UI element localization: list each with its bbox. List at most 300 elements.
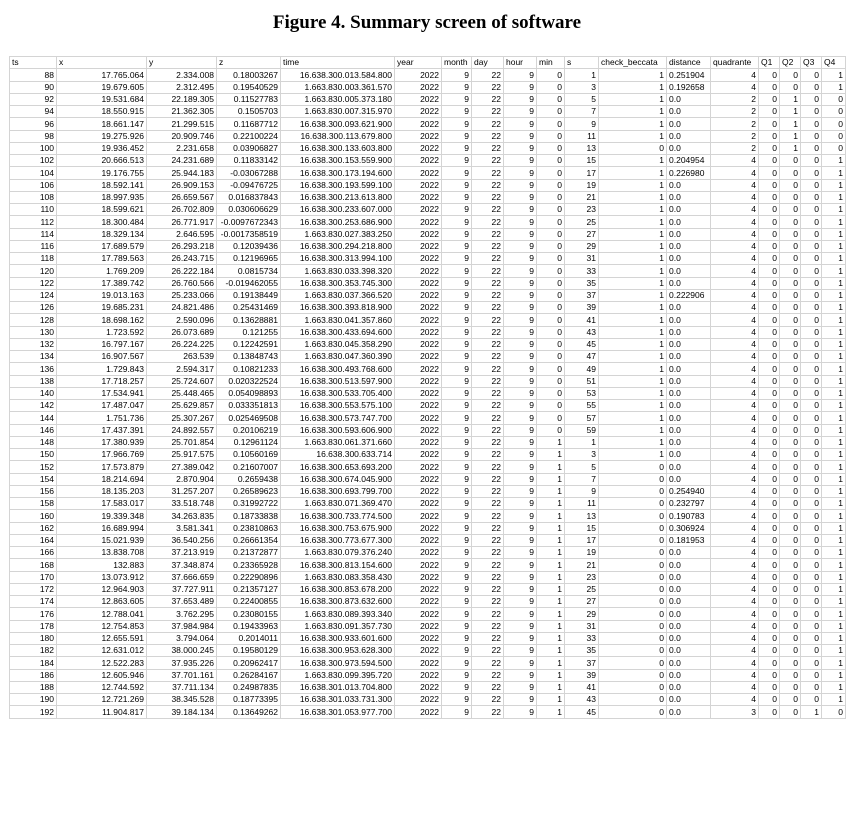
column-header-time: time: [281, 57, 395, 69]
cell-day: 22: [472, 179, 504, 191]
cell-distance: 0.222906: [667, 289, 711, 301]
cell-month: 9: [442, 302, 472, 314]
cell-ts: 160: [10, 510, 57, 522]
column-header-year: year: [395, 57, 442, 69]
cell-month: 9: [442, 645, 472, 657]
cell-time: 16.638.300.133.603.800: [281, 142, 395, 154]
table-row: [10, 485, 846, 497]
cell-q1: 0: [759, 424, 780, 436]
cell-time: 1.663.830.027.383.250: [281, 228, 395, 240]
cell-z: 0.10821233: [217, 363, 281, 375]
cell-z: -0.0017358519: [217, 228, 281, 240]
cell-ts: 122: [10, 277, 57, 289]
cell-s: 3: [565, 81, 599, 93]
cell-year: 2022: [395, 461, 442, 473]
cell-quadrante: 4: [711, 302, 759, 314]
cell-z: 0.19580129: [217, 645, 281, 657]
cell-hour: 9: [504, 363, 537, 375]
cell-ts: 130: [10, 326, 57, 338]
cell-y: 25.944.183: [147, 167, 217, 179]
cell-distance: 0.0: [667, 204, 711, 216]
cell-hour: 9: [504, 571, 537, 583]
cell-s: 47: [565, 351, 599, 363]
cell-month: 9: [442, 571, 472, 583]
cell-quadrante: 2: [711, 93, 759, 105]
cell-min: 1: [537, 473, 565, 485]
cell-quadrante: 4: [711, 620, 759, 632]
cell-year: 2022: [395, 706, 442, 718]
cell-distance: 0.0: [667, 142, 711, 154]
cell-check-beccata: 0: [599, 534, 667, 546]
cell-time: 16.638.300.653.693.200: [281, 461, 395, 473]
cell-x: 19.339.348: [57, 510, 147, 522]
column-header-ts: ts: [10, 57, 57, 69]
cell-check-beccata: 1: [599, 106, 667, 118]
cell-distance: 0.0: [667, 645, 711, 657]
cell-x: 12.605.946: [57, 669, 147, 681]
cell-y: 37.213.919: [147, 547, 217, 559]
cell-z: 0.19540529: [217, 81, 281, 93]
cell-year: 2022: [395, 216, 442, 228]
cell-s: 5: [565, 461, 599, 473]
cell-hour: 9: [504, 204, 537, 216]
cell-q2: 0: [780, 191, 801, 203]
cell-time: 1.663.830.005.373.180: [281, 93, 395, 105]
cell-distance: 0.0: [667, 277, 711, 289]
cell-day: 22: [472, 559, 504, 571]
cell-min: 0: [537, 228, 565, 240]
cell-year: 2022: [395, 118, 442, 130]
cell-distance: 0.0: [667, 191, 711, 203]
cell-hour: 9: [504, 326, 537, 338]
cell-q3: 0: [801, 547, 822, 559]
cell-ts: 138: [10, 375, 57, 387]
cell-check-beccata: 1: [599, 204, 667, 216]
cell-q2: 0: [780, 559, 801, 571]
cell-q2: 1: [780, 142, 801, 154]
cell-q2: 0: [780, 400, 801, 412]
cell-q3: 0: [801, 461, 822, 473]
cell-ts: 120: [10, 265, 57, 277]
cell-time: 16.638.300.733.774.500: [281, 510, 395, 522]
table-row: [10, 461, 846, 473]
cell-s: 59: [565, 424, 599, 436]
cell-s: 5: [565, 93, 599, 105]
cell-quadrante: 4: [711, 81, 759, 93]
cell-time: 1.663.830.079.376.240: [281, 547, 395, 559]
cell-q4: 1: [822, 461, 846, 473]
cell-day: 22: [472, 289, 504, 301]
cell-check-beccata: 1: [599, 326, 667, 338]
cell-distance: 0.0: [667, 351, 711, 363]
cell-day: 22: [472, 338, 504, 350]
cell-q4: 0: [822, 130, 846, 142]
cell-check-beccata: 1: [599, 400, 667, 412]
cell-distance: 0.204954: [667, 155, 711, 167]
figure-caption: Figure 4. Summary screen of software: [272, 12, 582, 33]
cell-ts: 126: [10, 302, 57, 314]
cell-x: 16.797.167: [57, 338, 147, 350]
cell-z: 0.12961124: [217, 436, 281, 448]
cell-q4: 1: [822, 155, 846, 167]
cell-min: 1: [537, 522, 565, 534]
cell-q1: 0: [759, 93, 780, 105]
cell-x: 19.176.755: [57, 167, 147, 179]
table-row: [10, 69, 846, 81]
cell-check-beccata: 1: [599, 69, 667, 81]
table-row: [10, 583, 846, 595]
cell-q4: 1: [822, 473, 846, 485]
cell-time: 16.638.300.973.594.500: [281, 657, 395, 669]
cell-hour: 9: [504, 228, 537, 240]
cell-month: 9: [442, 461, 472, 473]
cell-z: 0.020322524: [217, 375, 281, 387]
cell-y: 3.762.295: [147, 608, 217, 620]
cell-q3: 0: [801, 534, 822, 546]
cell-y: 26.224.225: [147, 338, 217, 350]
cell-quadrante: 2: [711, 130, 759, 142]
table-row: [10, 81, 846, 93]
cell-month: 9: [442, 204, 472, 216]
cell-quadrante: 4: [711, 351, 759, 363]
table-row: [10, 204, 846, 216]
cell-q1: 0: [759, 216, 780, 228]
cell-time: 16.638.300.493.768.600: [281, 363, 395, 375]
cell-time: 16.638.300.193.599.100: [281, 179, 395, 191]
cell-x: 16.907.567: [57, 351, 147, 363]
cell-day: 22: [472, 669, 504, 681]
cell-q2: 0: [780, 657, 801, 669]
cell-check-beccata: 1: [599, 277, 667, 289]
cell-z: 0.20962417: [217, 657, 281, 669]
cell-q2: 0: [780, 302, 801, 314]
cell-s: 35: [565, 645, 599, 657]
table-row: [10, 681, 846, 693]
cell-day: 22: [472, 216, 504, 228]
table-row: [10, 289, 846, 301]
cell-q2: 0: [780, 461, 801, 473]
cell-check-beccata: 0: [599, 461, 667, 473]
cell-min: 0: [537, 142, 565, 154]
cell-check-beccata: 0: [599, 620, 667, 632]
cell-quadrante: 3: [711, 706, 759, 718]
cell-day: 22: [472, 204, 504, 216]
cell-y: 2.646.595: [147, 228, 217, 240]
cell-y: 37.653.489: [147, 596, 217, 608]
cell-q2: 0: [780, 485, 801, 497]
cell-distance: 0.0: [667, 473, 711, 485]
cell-quadrante: 2: [711, 142, 759, 154]
cell-day: 22: [472, 400, 504, 412]
table-row: [10, 118, 846, 130]
cell-min: 0: [537, 130, 565, 142]
table-row: [10, 473, 846, 485]
cell-min: 1: [537, 583, 565, 595]
cell-hour: 9: [504, 510, 537, 522]
cell-check-beccata: 0: [599, 485, 667, 497]
cell-z: 0.2659438: [217, 473, 281, 485]
table-row: [10, 412, 846, 424]
cell-min: 1: [537, 571, 565, 583]
cell-time: 1.663.830.037.366.520: [281, 289, 395, 301]
cell-min: 1: [537, 510, 565, 522]
cell-min: 0: [537, 253, 565, 265]
cell-s: 13: [565, 510, 599, 522]
cell-ts: 90: [10, 81, 57, 93]
cell-min: 0: [537, 204, 565, 216]
cell-q4: 1: [822, 400, 846, 412]
cell-q2: 0: [780, 412, 801, 424]
cell-month: 9: [442, 338, 472, 350]
cell-day: 22: [472, 510, 504, 522]
cell-month: 9: [442, 277, 472, 289]
cell-month: 9: [442, 657, 472, 669]
cell-q2: 0: [780, 228, 801, 240]
cell-q2: 0: [780, 155, 801, 167]
cell-time: 16.638.300.753.675.900: [281, 522, 395, 534]
cell-check-beccata: 0: [599, 694, 667, 706]
cell-min: 1: [537, 608, 565, 620]
cell-q2: 0: [780, 534, 801, 546]
cell-q1: 0: [759, 608, 780, 620]
cell-day: 22: [472, 571, 504, 583]
cell-min: 1: [537, 694, 565, 706]
cell-quadrante: 4: [711, 375, 759, 387]
cell-q2: 1: [780, 93, 801, 105]
cell-day: 22: [472, 706, 504, 718]
cell-x: 18.300.484: [57, 216, 147, 228]
table-row: [10, 449, 846, 461]
cell-q1: 0: [759, 240, 780, 252]
cell-x: 17.765.064: [57, 69, 147, 81]
cell-min: 0: [537, 338, 565, 350]
cell-check-beccata: 1: [599, 338, 667, 350]
cell-year: 2022: [395, 130, 442, 142]
table-row: [10, 351, 846, 363]
cell-month: 9: [442, 669, 472, 681]
cell-ts: 182: [10, 645, 57, 657]
cell-min: 0: [537, 302, 565, 314]
cell-s: 27: [565, 596, 599, 608]
cell-year: 2022: [395, 375, 442, 387]
cell-day: 22: [472, 424, 504, 436]
cell-time: 16.638.300.573.747.700: [281, 412, 395, 424]
cell-time: 16.638.301.053.977.700: [281, 706, 395, 718]
cell-q3: 0: [801, 571, 822, 583]
cell-hour: 9: [504, 314, 537, 326]
cell-year: 2022: [395, 106, 442, 118]
cell-month: 9: [442, 228, 472, 240]
cell-x: 13.073.912: [57, 571, 147, 583]
data-table: [9, 56, 846, 719]
cell-distance: 0.0: [667, 338, 711, 350]
cell-y: 2.870.904: [147, 473, 217, 485]
cell-check-beccata: 0: [599, 547, 667, 559]
table-row: [10, 596, 846, 608]
cell-q1: 0: [759, 338, 780, 350]
cell-q4: 0: [822, 118, 846, 130]
cell-year: 2022: [395, 253, 442, 265]
cell-q2: 0: [780, 277, 801, 289]
cell-day: 22: [472, 351, 504, 363]
cell-q2: 0: [780, 240, 801, 252]
cell-year: 2022: [395, 314, 442, 326]
cell-quadrante: 4: [711, 289, 759, 301]
cell-q1: 0: [759, 302, 780, 314]
cell-month: 9: [442, 694, 472, 706]
cell-q4: 1: [822, 167, 846, 179]
cell-q4: 1: [822, 69, 846, 81]
table-row: [10, 436, 846, 448]
cell-min: 0: [537, 216, 565, 228]
cell-time: 16.638.300.153.559.900: [281, 155, 395, 167]
cell-check-beccata: 1: [599, 240, 667, 252]
cell-check-beccata: 1: [599, 130, 667, 142]
cell-q3: 1: [801, 706, 822, 718]
cell-x: 13.838.708: [57, 547, 147, 559]
cell-time: 16.638.300.853.678.200: [281, 583, 395, 595]
cell-q4: 1: [822, 669, 846, 681]
cell-z: 0.13649262: [217, 706, 281, 718]
cell-q4: 1: [822, 228, 846, 240]
cell-month: 9: [442, 632, 472, 644]
cell-s: 57: [565, 412, 599, 424]
table-row: [10, 191, 846, 203]
cell-quadrante: 4: [711, 179, 759, 191]
cell-q2: 0: [780, 69, 801, 81]
cell-q3: 0: [801, 155, 822, 167]
cell-ts: 114: [10, 228, 57, 240]
cell-s: 31: [565, 253, 599, 265]
cell-hour: 9: [504, 669, 537, 681]
cell-distance: 0.181953: [667, 534, 711, 546]
table-row: [10, 522, 846, 534]
cell-q1: 0: [759, 363, 780, 375]
cell-x: 132.883: [57, 559, 147, 571]
cell-quadrante: 4: [711, 424, 759, 436]
cell-q1: 0: [759, 522, 780, 534]
cell-time: 1.663.830.089.393.340: [281, 608, 395, 620]
cell-q2: 0: [780, 387, 801, 399]
cell-time: 16.638.300.533.705.400: [281, 387, 395, 399]
cell-check-beccata: 1: [599, 412, 667, 424]
cell-year: 2022: [395, 632, 442, 644]
cell-time: 16.638.300.013.584.800: [281, 69, 395, 81]
cell-hour: 9: [504, 253, 537, 265]
cell-q3: 0: [801, 400, 822, 412]
cell-month: 9: [442, 510, 472, 522]
cell-x: 17.437.391: [57, 424, 147, 436]
cell-q2: 0: [780, 510, 801, 522]
cell-x: 17.573.879: [57, 461, 147, 473]
cell-s: 7: [565, 473, 599, 485]
cell-s: 25: [565, 216, 599, 228]
cell-day: 22: [472, 167, 504, 179]
cell-ts: 124: [10, 289, 57, 301]
cell-month: 9: [442, 167, 472, 179]
cell-check-beccata: 0: [599, 522, 667, 534]
cell-month: 9: [442, 608, 472, 620]
cell-y: 39.184.134: [147, 706, 217, 718]
cell-quadrante: 4: [711, 498, 759, 510]
table-row: [10, 363, 846, 375]
cell-quadrante: 4: [711, 314, 759, 326]
cell-q2: 1: [780, 106, 801, 118]
cell-z: 0.10560169: [217, 449, 281, 461]
cell-s: 21: [565, 559, 599, 571]
cell-z: 0.18733838: [217, 510, 281, 522]
cell-distance: 0.0: [667, 669, 711, 681]
cell-quadrante: 4: [711, 681, 759, 693]
cell-quadrante: 4: [711, 265, 759, 277]
cell-day: 22: [472, 681, 504, 693]
cell-ts: 112: [10, 216, 57, 228]
cell-distance: 0.0: [667, 449, 711, 461]
cell-q2: 1: [780, 130, 801, 142]
cell-month: 9: [442, 118, 472, 130]
cell-y: 36.540.256: [147, 534, 217, 546]
cell-quadrante: 4: [711, 228, 759, 240]
cell-month: 9: [442, 559, 472, 571]
cell-ts: 166: [10, 547, 57, 559]
cell-quadrante: 4: [711, 167, 759, 179]
cell-q4: 1: [822, 449, 846, 461]
cell-q1: 0: [759, 596, 780, 608]
table-row: [10, 400, 846, 412]
cell-q3: 0: [801, 387, 822, 399]
cell-q4: 1: [822, 522, 846, 534]
cell-q2: 0: [780, 681, 801, 693]
cell-hour: 9: [504, 387, 537, 399]
cell-hour: 9: [504, 424, 537, 436]
cell-x: 1.723.592: [57, 326, 147, 338]
cell-q1: 0: [759, 387, 780, 399]
cell-z: 0.1505703: [217, 106, 281, 118]
cell-min: 0: [537, 118, 565, 130]
cell-ts: 176: [10, 608, 57, 620]
cell-check-beccata: 1: [599, 387, 667, 399]
cell-distance: 0.0: [667, 632, 711, 644]
cell-year: 2022: [395, 424, 442, 436]
cell-hour: 9: [504, 81, 537, 93]
cell-distance: 0.192658: [667, 81, 711, 93]
cell-ts: 162: [10, 522, 57, 534]
cell-quadrante: 4: [711, 522, 759, 534]
cell-time: 16.638.300.233.607.000: [281, 204, 395, 216]
cell-z: 0.23080155: [217, 608, 281, 620]
cell-q3: 0: [801, 69, 822, 81]
cell-hour: 9: [504, 179, 537, 191]
cell-day: 22: [472, 69, 504, 81]
cell-check-beccata: 0: [599, 681, 667, 693]
cell-ts: 106: [10, 179, 57, 191]
cell-q1: 0: [759, 412, 780, 424]
cell-x: 18.698.162: [57, 314, 147, 326]
cell-q1: 0: [759, 167, 780, 179]
table-row: [10, 338, 846, 350]
cell-min: 1: [537, 645, 565, 657]
cell-y: 25.307.267: [147, 412, 217, 424]
cell-quadrante: 4: [711, 326, 759, 338]
cell-year: 2022: [395, 204, 442, 216]
cell-ts: 174: [10, 596, 57, 608]
cell-distance: 0.0: [667, 314, 711, 326]
cell-quadrante: 4: [711, 596, 759, 608]
cell-x: 17.583.017: [57, 498, 147, 510]
cell-q4: 1: [822, 289, 846, 301]
cell-q4: 1: [822, 338, 846, 350]
cell-q1: 0: [759, 400, 780, 412]
